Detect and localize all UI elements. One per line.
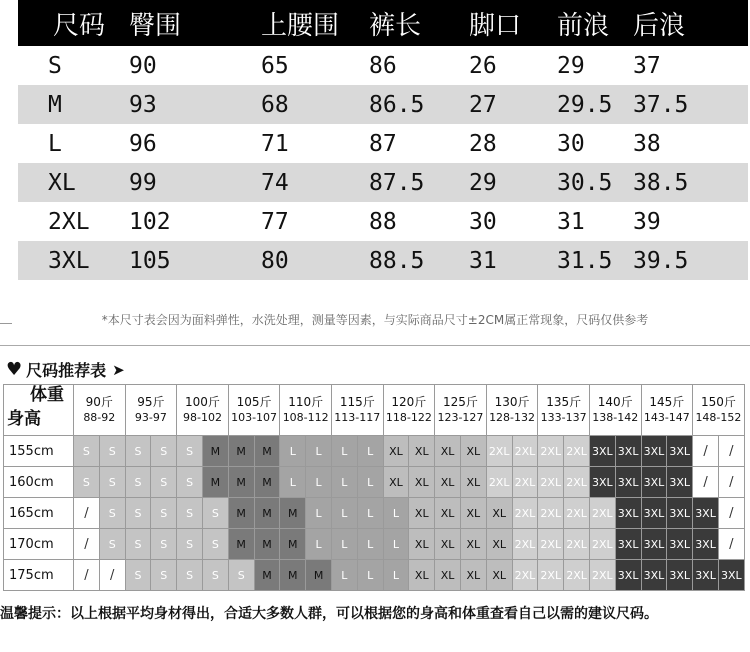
size-recommend-cell: L bbox=[280, 467, 306, 498]
size-label: L bbox=[48, 130, 62, 157]
size-recommend-cell: L bbox=[383, 560, 409, 591]
height-label: 175cm bbox=[4, 560, 74, 591]
size-recommend-cell: L bbox=[280, 436, 306, 467]
size-measure-cell: 39.5 bbox=[633, 247, 689, 274]
size-recommend-cell: 2XL bbox=[538, 498, 564, 529]
size-chart-row bbox=[18, 202, 748, 241]
size-recommend-cell: XL bbox=[486, 560, 512, 591]
size-recommend-cell: S bbox=[177, 498, 203, 529]
size-measure-cell: 96 bbox=[129, 130, 157, 157]
weight-header-cell bbox=[383, 385, 435, 436]
recommend-title bbox=[6, 358, 125, 381]
size-recommend-cell: / bbox=[693, 436, 719, 467]
size-recommend-cell: XL bbox=[435, 529, 461, 560]
size-recommend-cell: S bbox=[228, 560, 254, 591]
size-recommend-cell: S bbox=[202, 498, 228, 529]
size-recommend-cell: L bbox=[306, 467, 332, 498]
size-recommend-cell: L bbox=[383, 498, 409, 529]
weight-header-cell bbox=[74, 385, 126, 436]
size-recommend-cell: 2XL bbox=[589, 529, 615, 560]
size-chart-header-row bbox=[18, 0, 748, 46]
size-label: XL bbox=[48, 169, 76, 196]
size-measure-cell: 29 bbox=[557, 52, 585, 79]
size-recommend-cell: S bbox=[99, 498, 125, 529]
size-recommend-cell: 2XL bbox=[538, 560, 564, 591]
weight-range: 143-147 bbox=[643, 411, 690, 424]
size-chart-header-cell: 臀围 bbox=[129, 10, 182, 41]
size-recommend-cell: 2XL bbox=[564, 560, 590, 591]
size-measure-cell: 93 bbox=[129, 91, 157, 118]
size-recommend-cell: XL bbox=[460, 529, 486, 560]
size-chart-row bbox=[18, 241, 748, 280]
size-recommend-cell: XL bbox=[460, 498, 486, 529]
size-recommend-cell: 2XL bbox=[589, 560, 615, 591]
size-recommend-cell: S bbox=[177, 560, 203, 591]
size-label: M bbox=[48, 91, 62, 118]
height-row bbox=[4, 529, 745, 560]
size-recommend-cell: 2XL bbox=[512, 560, 538, 591]
size-recommend-cell: M bbox=[202, 467, 228, 498]
size-recommend-cell: 3XL bbox=[615, 498, 641, 529]
size-recommend-cell: L bbox=[306, 529, 332, 560]
size-recommend-cell: / bbox=[718, 529, 744, 560]
size-recommend-cell: 2XL bbox=[512, 467, 538, 498]
size-recommend-cell: L bbox=[357, 498, 383, 529]
size-recommend-cell: 3XL bbox=[641, 560, 667, 591]
size-recommend-cell: 2XL bbox=[538, 467, 564, 498]
size-recommend-cell: / bbox=[74, 529, 100, 560]
size-recommend-cell: L bbox=[357, 529, 383, 560]
size-measure-cell: 30 bbox=[557, 130, 585, 157]
size-measure-cell: 105 bbox=[129, 247, 171, 274]
size-recommend-cell: XL bbox=[409, 436, 435, 467]
size-chart-note: *本尺寸表会因为面料弹性，水洗处理，测量等因素，与实际商品尺寸±2CM属正常现象，尺码仅供参考 bbox=[101, 313, 649, 327]
size-recommend-cell: S bbox=[125, 436, 151, 467]
size-label: 2XL bbox=[48, 208, 90, 235]
weight-axis-label: 体重 bbox=[30, 385, 64, 405]
size-measure-cell: 29 bbox=[469, 169, 497, 196]
size-recommend-cell: 2XL bbox=[486, 436, 512, 467]
size-recommend-cell: / bbox=[693, 467, 719, 498]
size-recommend-cell: M bbox=[254, 529, 280, 560]
weight-header-cell bbox=[693, 385, 745, 436]
size-recommend-cell: S bbox=[125, 498, 151, 529]
weight-range: 123-127 bbox=[437, 411, 484, 424]
height-row bbox=[4, 467, 745, 498]
size-measure-cell: 31.5 bbox=[557, 247, 613, 274]
size-recommend-cell: XL bbox=[435, 560, 461, 591]
size-recommend-cell: 2XL bbox=[564, 498, 590, 529]
size-recommend-cell: S bbox=[125, 529, 151, 560]
size-recommend-cell: S bbox=[177, 529, 203, 560]
size-recommend-cell: 2XL bbox=[589, 498, 615, 529]
size-recommend-cell: / bbox=[99, 560, 125, 591]
size-recommend-cell: 2XL bbox=[486, 467, 512, 498]
size-recommend-cell: 3XL bbox=[718, 560, 744, 591]
size-measure-cell: 71 bbox=[261, 130, 289, 157]
divider bbox=[0, 345, 750, 346]
size-recommend-cell: M bbox=[228, 467, 254, 498]
weight-value: 140斤 bbox=[597, 395, 633, 409]
weight-value: 90斤 bbox=[85, 395, 113, 409]
size-recommend-cell: XL bbox=[409, 529, 435, 560]
size-measure-cell: 38.5 bbox=[633, 169, 689, 196]
weight-header-cell bbox=[589, 385, 641, 436]
size-measure-cell: 30 bbox=[469, 208, 497, 235]
size-measure-cell: 77 bbox=[261, 208, 289, 235]
size-measure-cell: 87 bbox=[369, 130, 397, 157]
size-recommend-cell: 3XL bbox=[641, 498, 667, 529]
size-measure-cell: 68 bbox=[261, 91, 289, 118]
weight-value: 110斤 bbox=[288, 395, 324, 409]
size-recommend-cell: M bbox=[254, 436, 280, 467]
size-recommend-cell: S bbox=[202, 529, 228, 560]
size-measure-cell: 31 bbox=[469, 247, 497, 274]
size-measure-cell: 80 bbox=[261, 247, 289, 274]
size-recommend-cell: 3XL bbox=[589, 467, 615, 498]
weight-header-cell bbox=[125, 385, 177, 436]
size-recommend-cell: XL bbox=[486, 529, 512, 560]
size-recommend-cell: L bbox=[357, 467, 383, 498]
size-recommend-cell: M bbox=[280, 560, 306, 591]
size-recommend-cell: L bbox=[306, 436, 332, 467]
size-recommend-cell: S bbox=[151, 560, 177, 591]
weight-value: 125斤 bbox=[443, 395, 478, 409]
weight-value: 100斤 bbox=[185, 395, 220, 409]
size-recommend-cell: 2XL bbox=[564, 467, 590, 498]
size-recommend-cell: 2XL bbox=[512, 529, 538, 560]
corner-cell bbox=[4, 385, 74, 436]
weight-value: 115斤 bbox=[339, 395, 375, 409]
size-recommend-cell: / bbox=[74, 498, 100, 529]
size-measure-cell: 39 bbox=[633, 208, 661, 235]
size-recommend-cell: XL bbox=[460, 436, 486, 467]
size-recommend-cell: XL bbox=[435, 436, 461, 467]
size-recommend-cell: 3XL bbox=[693, 498, 719, 529]
weight-header-cell bbox=[228, 385, 280, 436]
size-recommend-cell: L bbox=[331, 436, 357, 467]
recommend-title-text: 尺码推荐表 bbox=[26, 361, 107, 380]
weight-range: 118-122 bbox=[385, 411, 432, 424]
size-measure-cell: 74 bbox=[261, 169, 289, 196]
weight-range: 93-97 bbox=[134, 411, 167, 424]
size-recommend-cell: 3XL bbox=[693, 529, 719, 560]
size-recommend-cell: 3XL bbox=[641, 436, 667, 467]
size-recommend-cell: S bbox=[125, 560, 151, 591]
size-recommend-cell: XL bbox=[409, 560, 435, 591]
size-recommend-cell: 2XL bbox=[512, 498, 538, 529]
size-measure-cell: 27 bbox=[469, 91, 497, 118]
weight-range: 98-102 bbox=[183, 411, 222, 424]
size-measure-cell: 88.5 bbox=[369, 247, 425, 274]
size-recommend-cell: S bbox=[151, 498, 177, 529]
weight-value: 120斤 bbox=[391, 395, 427, 409]
size-recommend-cell: 3XL bbox=[615, 436, 641, 467]
size-recommend-cell: S bbox=[74, 436, 100, 467]
size-recommend-cell: 3XL bbox=[667, 436, 693, 467]
size-recommend-cell: XL bbox=[383, 436, 409, 467]
divider bbox=[0, 323, 12, 324]
size-recommend-cell: XL bbox=[460, 467, 486, 498]
size-recommend-grid bbox=[3, 384, 745, 591]
size-recommend-cell: 3XL bbox=[667, 560, 693, 591]
size-recommend-cell: L bbox=[331, 529, 357, 560]
size-recommend-cell: S bbox=[99, 467, 125, 498]
size-recommend-cell: S bbox=[177, 436, 203, 467]
size-recommend-cell: S bbox=[125, 467, 151, 498]
size-recommend-cell: XL bbox=[435, 467, 461, 498]
size-chart-row bbox=[18, 163, 748, 202]
size-measure-cell: 28 bbox=[469, 130, 497, 157]
size-recommend-cell: XL bbox=[409, 498, 435, 529]
size-measure-cell: 86.5 bbox=[369, 91, 425, 118]
size-measure-cell: 26 bbox=[469, 52, 497, 79]
size-recommend-cell: L bbox=[331, 498, 357, 529]
size-recommend-cell: L bbox=[383, 529, 409, 560]
size-recommend-cell: S bbox=[151, 467, 177, 498]
size-recommend-cell: XL bbox=[409, 467, 435, 498]
size-recommend-cell: M bbox=[228, 436, 254, 467]
size-recommend-cell: / bbox=[718, 436, 744, 467]
weight-header-cell bbox=[538, 385, 590, 436]
weight-header-row bbox=[4, 385, 745, 436]
size-chart-row bbox=[18, 85, 748, 124]
size-recommend-cell: / bbox=[74, 560, 100, 591]
weight-value: 145斤 bbox=[649, 395, 685, 409]
size-recommend-cell: 3XL bbox=[667, 529, 693, 560]
size-recommend-cell: S bbox=[151, 529, 177, 560]
size-measure-cell: 102 bbox=[129, 208, 171, 235]
weight-value: 95斤 bbox=[137, 395, 165, 409]
size-recommend-cell: XL bbox=[435, 498, 461, 529]
size-recommend-cell: M bbox=[280, 498, 306, 529]
size-chart-row bbox=[18, 46, 748, 85]
size-recommend-cell: M bbox=[228, 498, 254, 529]
size-measure-cell: 90 bbox=[129, 52, 157, 79]
weight-header-cell bbox=[280, 385, 332, 436]
size-measure-cell: 88 bbox=[369, 208, 397, 235]
weight-value: 130斤 bbox=[494, 395, 530, 409]
size-chart-table bbox=[18, 0, 748, 280]
weight-range: 113-117 bbox=[334, 411, 381, 424]
size-recommend-cell: 3XL bbox=[693, 560, 719, 591]
size-recommend-cell: M bbox=[306, 560, 332, 591]
size-recommend-cell: 2XL bbox=[538, 529, 564, 560]
height-row bbox=[4, 498, 745, 529]
size-recommend-cell: S bbox=[177, 467, 203, 498]
size-measure-cell: 29.5 bbox=[557, 91, 613, 118]
height-axis-label: 身高 bbox=[7, 409, 41, 429]
size-measure-cell: 37.5 bbox=[633, 91, 689, 118]
size-recommend-cell: / bbox=[718, 498, 744, 529]
size-recommend-cell: 2XL bbox=[564, 436, 590, 467]
size-measure-cell: 30.5 bbox=[557, 169, 613, 196]
size-recommend-cell: 3XL bbox=[615, 560, 641, 591]
height-row bbox=[4, 436, 745, 467]
weight-header-cell bbox=[331, 385, 383, 436]
size-recommend-cell: L bbox=[331, 560, 357, 591]
weight-header-cell bbox=[435, 385, 487, 436]
weight-range: 88-92 bbox=[83, 411, 116, 424]
size-recommend-cell: M bbox=[228, 529, 254, 560]
size-recommend-cell: M bbox=[280, 529, 306, 560]
size-recommend-cell: 2XL bbox=[564, 529, 590, 560]
weight-range: 148-152 bbox=[695, 411, 742, 424]
size-recommend-cell: M bbox=[254, 467, 280, 498]
weight-range: 138-142 bbox=[592, 411, 639, 424]
size-recommend-cell: S bbox=[99, 436, 125, 467]
size-recommend-cell: S bbox=[74, 467, 100, 498]
size-recommend-cell: S bbox=[202, 560, 228, 591]
size-measure-cell: 31 bbox=[557, 208, 585, 235]
size-recommend-cell: XL bbox=[486, 498, 512, 529]
size-recommend-cell: M bbox=[254, 498, 280, 529]
weight-range: 133-137 bbox=[540, 411, 587, 424]
size-chart-header-cell: 脚口 bbox=[469, 10, 522, 41]
weight-value: 135斤 bbox=[546, 395, 582, 409]
tip-text: 温馨提示：以上根据平均身材得出，合适大多数人群，可以根据您的身高和体重查看自己以需的建议尺码。 bbox=[0, 606, 658, 622]
size-recommend-cell: XL bbox=[460, 560, 486, 591]
size-recommend-cell: M bbox=[254, 560, 280, 591]
size-measure-cell: 37 bbox=[633, 52, 661, 79]
size-chart-header-cell: 后浪 bbox=[633, 10, 686, 41]
size-chart-row bbox=[18, 124, 748, 163]
weight-value: 150斤 bbox=[700, 395, 736, 409]
weight-range: 103-107 bbox=[231, 411, 278, 424]
size-label: 3XL bbox=[48, 247, 90, 274]
size-recommend-cell: S bbox=[99, 529, 125, 560]
weight-range: 128-132 bbox=[489, 411, 536, 424]
size-recommend-cell: L bbox=[331, 467, 357, 498]
size-measure-cell: 38 bbox=[633, 130, 661, 157]
arrow-right-icon: ➤ bbox=[112, 360, 125, 379]
heart-icon: ♥ bbox=[6, 359, 23, 380]
size-measure-cell: 87.5 bbox=[369, 169, 425, 196]
size-chart-body bbox=[18, 46, 748, 280]
size-recommend-cell: S bbox=[151, 436, 177, 467]
size-recommend-cell: 2XL bbox=[538, 436, 564, 467]
height-label: 160cm bbox=[4, 467, 74, 498]
size-chart-header-cell: 裤长 bbox=[369, 10, 422, 41]
size-recommend-cell: 3XL bbox=[615, 467, 641, 498]
weight-header-cell bbox=[177, 385, 229, 436]
size-recommend-cell: XL bbox=[383, 467, 409, 498]
height-label: 165cm bbox=[4, 498, 74, 529]
height-row bbox=[4, 560, 745, 591]
size-recommend-cell: 3XL bbox=[615, 529, 641, 560]
size-measure-cell: 99 bbox=[129, 169, 157, 196]
size-chart-header-cell: 前浪 bbox=[557, 10, 610, 41]
size-recommend-cell: 3XL bbox=[641, 529, 667, 560]
size-chart-header-cell: 上腰围 bbox=[261, 10, 340, 41]
size-recommend-cell: 3XL bbox=[589, 436, 615, 467]
size-measure-cell: 86 bbox=[369, 52, 397, 79]
size-recommend-cell: 3XL bbox=[667, 498, 693, 529]
size-recommend-cell: L bbox=[306, 498, 332, 529]
size-recommend-cell: 2XL bbox=[512, 436, 538, 467]
weight-value: 105斤 bbox=[236, 395, 272, 409]
weight-range: 108-112 bbox=[282, 411, 329, 424]
size-recommend-cell: 3XL bbox=[667, 467, 693, 498]
size-recommend-cell: L bbox=[357, 560, 383, 591]
height-label: 155cm bbox=[4, 436, 74, 467]
size-chart-header-cell: 尺码 bbox=[53, 10, 106, 41]
size-recommend-cell: / bbox=[718, 467, 744, 498]
size-measure-cell: 65 bbox=[261, 52, 289, 79]
height-label: 170cm bbox=[4, 529, 74, 560]
size-label: S bbox=[48, 52, 62, 79]
size-recommend-cell: 3XL bbox=[641, 467, 667, 498]
weight-header-cell bbox=[486, 385, 538, 436]
weight-header-cell bbox=[641, 385, 693, 436]
size-recommend-cell: M bbox=[202, 436, 228, 467]
size-recommend-cell: L bbox=[357, 436, 383, 467]
